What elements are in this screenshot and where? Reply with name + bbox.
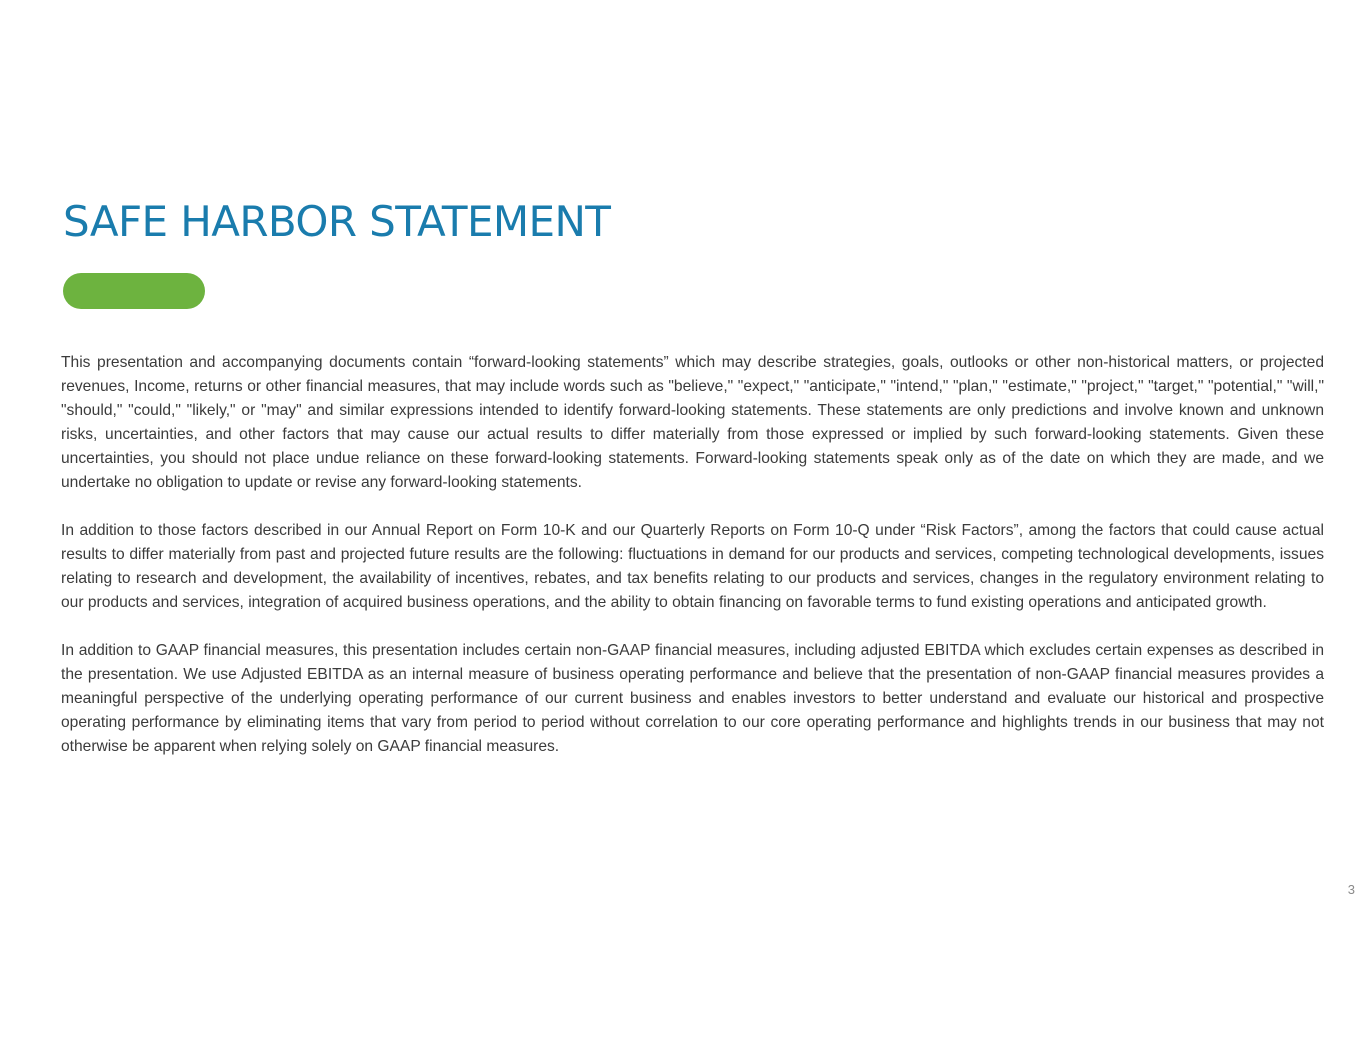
- paragraph-forward-looking: This presentation and accompanying documents contain “forward-looking statements” which may describe strategies, goals, outlooks or other non-historical matters, or projected revenues, Income, returns or other financial measures, that may include words such as "believe," "expect," "anticipate," "intend," "plan," "estimate," "project," "target," "potential," "will," "should," "could," "likely," or "may" and similar expressions intended to identify forward-looking statements. These statements are only predictions and involve known and unknown risks, uncertainties, and other factors that may cause our actual results to differ materially from those expressed or implied by such forward-looking statements. Given these uncertainties, you should not place undue reliance on these forward-looking statements. Forward-looking statements speak only as of the date on which they are made, and we undertake no obligation to update or revise any forward-looking statements.: [61, 354, 1324, 491]
- page-title: SAFE HARBOR STATEMENT: [63, 197, 611, 246]
- accent-bar: [63, 273, 205, 309]
- page-number: 3: [1347, 882, 1355, 897]
- paragraph-risk-factors: In addition to those factors described in our Annual Report on Form 10-K and our Quarterly Reports on Form 10-Q under “Risk Factors”, among the factors that could cause actual results to differ materially from past and projected future results are the following: fluctuations in demand for our products and services, competing technological developments, issues relating to research and development, the availability of incentives, rebates, and tax benefits relating to our products and services, changes in the regulatory environment relating to our products and services, integration of acquired business operations, and the ability to obtain financing on favorable terms to fund existing operations and anticipated growth.: [61, 522, 1324, 611]
- body-text: [61, 351, 1324, 759]
- paragraph-non-gaap: In addition to GAAP financial measures, this presentation includes certain non-GAAP financial measures, including adjusted EBITDA which excludes certain expenses as described in the presentation. We use Adjusted EBITDA as an internal measure of business operating performance and believe that the presentation of non-GAAP financial measures provides a meaningful perspective of the underlying operating performance of our current business and enables investors to better understand and evaluate our historical and prospective operating performance by eliminating items that vary from period to period without correlation to our core operating performance and highlights trends in our business that may not otherwise be apparent when relying solely on GAAP financial measures.: [61, 642, 1324, 755]
